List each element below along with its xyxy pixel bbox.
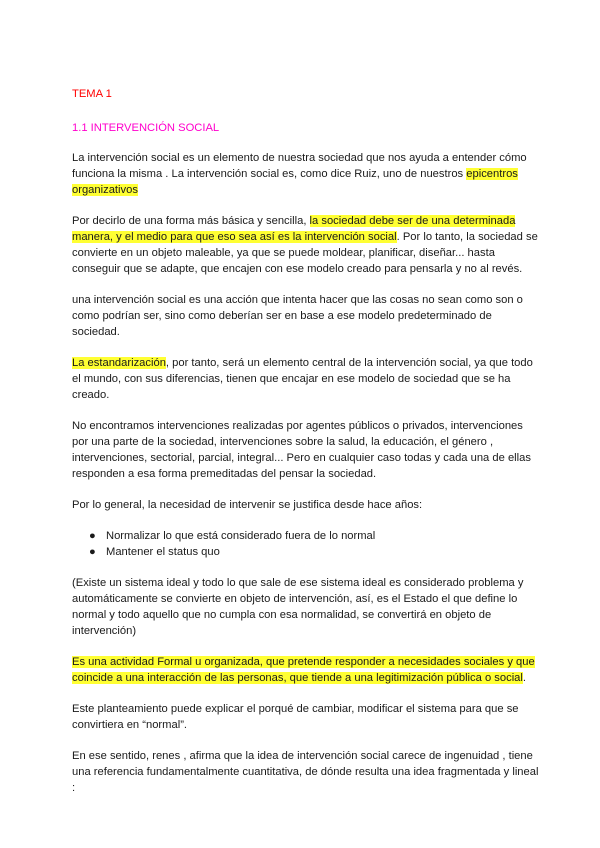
- paragraph-2-highlight: la sociedad debe ser de una determinada manera, y el medio para que eso sea así es la intervención social: [72, 215, 516, 243]
- bullet-list: [72, 528, 540, 560]
- list-item-text: Normalizar lo que está considerado fuera de lo normal: [106, 530, 376, 542]
- list-item: [89, 528, 540, 544]
- paragraph-7: (Existe un sistema ideal y todo lo que sale de ese sistema ideal es considerado problema y automáticamente se convierte en objeto de intervención, así, es el Estado el que define lo normal y todo aquello que no cumpla con esa normalidad, se convertirá en objeto de intervención): [72, 577, 524, 637]
- paragraph-3: una intervención social es una acción que intenta hacer que las cosas no sean como son o como podrían ser, sino como deberían ser en base a ese modelo predeterminado de sociedad.: [72, 294, 523, 338]
- paragraph-8-highlight: Es una actividad Formal u organizada, que pretende responder a necesidades sociales y que coincide a una interacción de las personas, que tiende a una legitimización pública o social: [72, 656, 535, 684]
- paragraph-4: [72, 355, 540, 403]
- bullet-icon: ●: [89, 546, 96, 558]
- paragraph-1-highlight: epicentros organizativos: [72, 168, 518, 196]
- paragraph-5: No encontramos intervenciones realizadas por agentes públicos o privados, intervenciones por una parte de la sociedad, intervenciones sobre la salud, la educación, el género , intervenciones, sectorial, parcial, integral... Pero en cualquier caso todas y cada una de ellas responden a esa forma premeditadas del pensar la sociedad.: [72, 420, 531, 480]
- paragraph-2: [72, 213, 540, 277]
- list-item-text: Mantener el status quo: [106, 546, 220, 558]
- paragraph-8-text: .: [522, 672, 527, 684]
- document-title: TEMA 1: [72, 88, 112, 100]
- paragraph-2-text-a: Por decirlo de una forma más básica y sencilla,: [72, 215, 310, 227]
- paragraph-6: Por lo general, la necesidad de intervenir se justifica desde hace años:: [72, 499, 423, 511]
- paragraph-8: [72, 654, 540, 686]
- list-item: [89, 544, 540, 560]
- paragraph-4-highlight: La estandarización: [72, 357, 166, 369]
- paragraph-1-text: La intervención social es un elemento de nuestra sociedad que nos ayuda a entender cómo funciona la misma . La intervención social es, como dice Ruiz, uno de nuestros: [72, 152, 527, 180]
- paragraph-10: En ese sentido, renes , afirma que la idea de intervención social carece de ingenuidad , tiene una referencia fundamentalmente cuantitativa, de dónde resulta una idea fragmentada y lineal :: [72, 750, 539, 794]
- paragraph-4-text: , por tanto, será un elemento central de la intervención social, ya que todo el mundo, con sus diferencias, tienen que encajar en ese modelo de sociedad que se ha creado.: [72, 357, 533, 401]
- section-heading: 1.1 INTERVENCIÓN SOCIAL: [72, 122, 220, 134]
- paragraph-9: Este planteamiento puede explicar el porqué de cambiar, modificar el sistema para que se convirtiera en “normal”.: [72, 703, 519, 731]
- bullet-icon: ●: [89, 530, 96, 542]
- paragraph-1: [72, 150, 540, 198]
- paragraph-2-text-b: . Por lo tanto, la sociedad se convierte en un objeto maleable, ya que se puede moldear, planificar, diseñar... hasta conseguir que se adapte, que encajen con ese modelo creado para pensarla y no al revés.: [72, 231, 538, 275]
